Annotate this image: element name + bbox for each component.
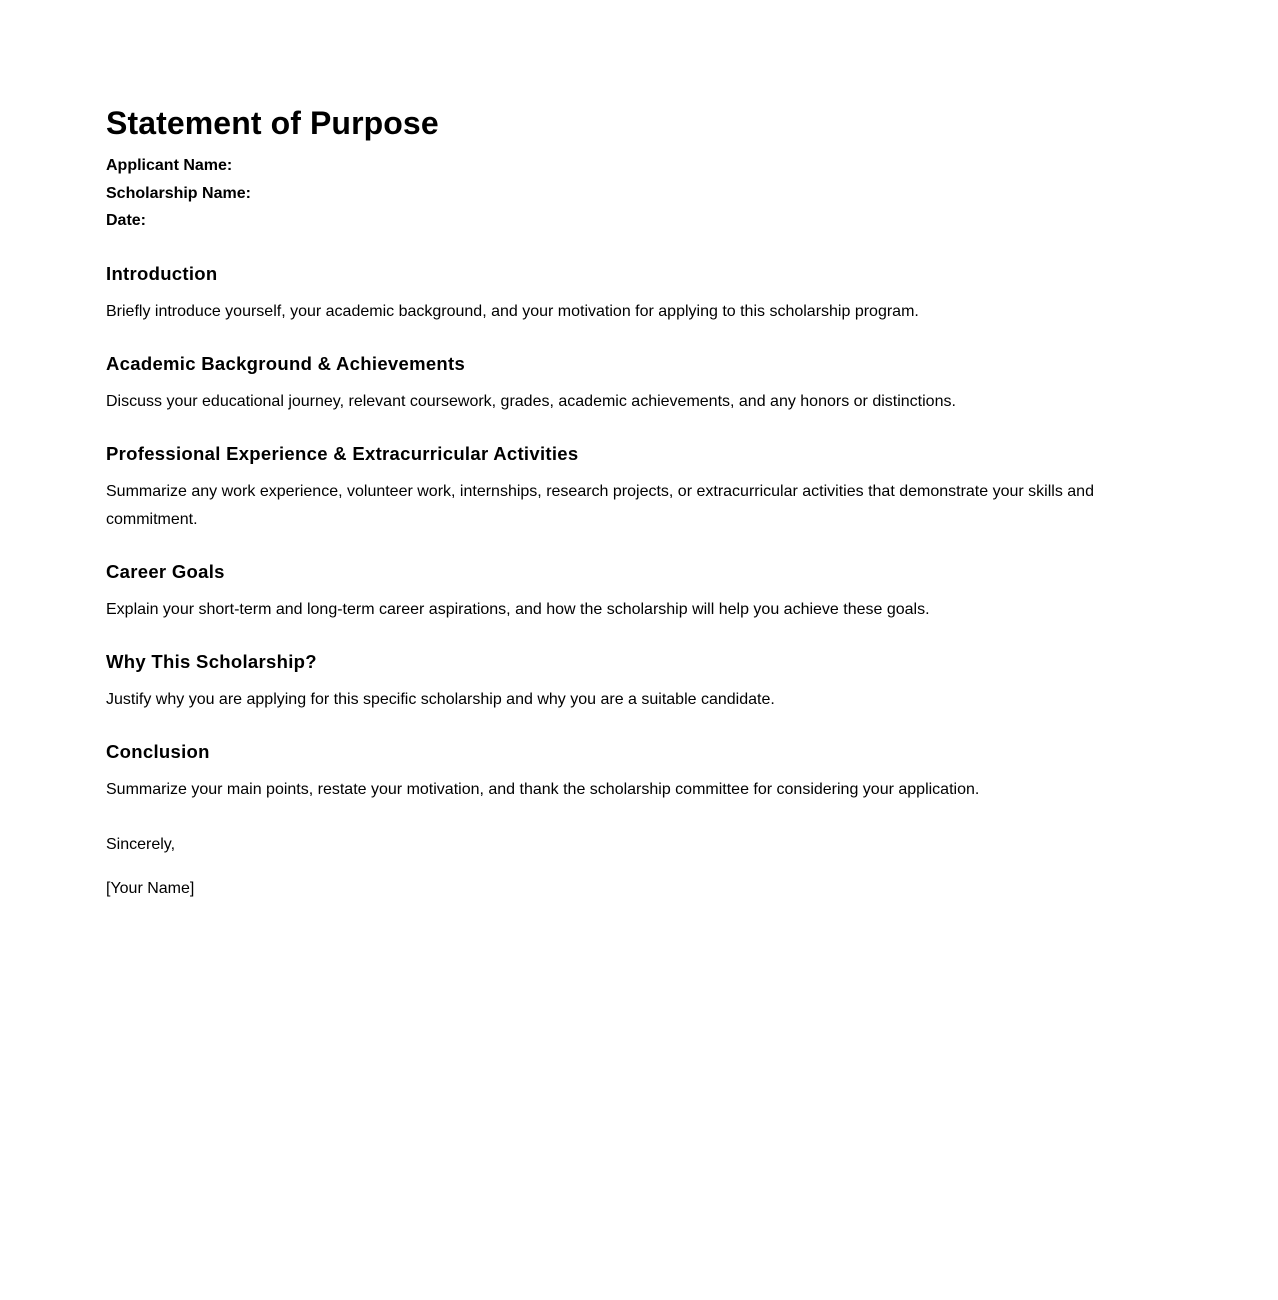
section-introduction	[106, 263, 1106, 326]
section-academic-background	[106, 353, 1106, 416]
signoff-text: Sincerely,	[106, 835, 176, 853]
scholarship-name-label: Scholarship Name:	[106, 184, 251, 202]
section-body: Briefly introduce yourself, your academic background, and your motivation for applying to this scholarship program.	[106, 302, 919, 320]
section-heading: Conclusion	[106, 740, 210, 762]
page-title: Statement of Purpose	[106, 105, 439, 141]
section-heading: Academic Background & Achievements	[106, 352, 466, 374]
date-label: Date:	[106, 212, 147, 229]
section-heading: Why This Scholarship?	[106, 650, 317, 672]
applicant-name-label: Applicant Name:	[106, 157, 233, 174]
section-career-goals	[106, 561, 1106, 624]
section-professional-experience	[106, 443, 1106, 534]
section-conclusion	[106, 741, 1106, 804]
applicant-info	[106, 152, 1106, 235]
section-heading: Professional Experience & Extracurricular Activities	[106, 442, 579, 464]
section-body: Summarize any work experience, volunteer work, internships, research projects, or extracurricular activities that demonstrate your skills and commitment.	[106, 482, 1094, 528]
section-heading: Introduction	[106, 262, 218, 284]
section-body: Discuss your educational journey, relevant coursework, grades, academic achievements, and any honors or distinctions.	[106, 392, 956, 410]
signature-placeholder: [Your Name]	[106, 879, 195, 897]
section-body: Summarize your main points, restate your motivation, and thank the scholarship committee for considering your application.	[106, 780, 980, 798]
section-body: Explain your short-term and long-term career aspirations, and how the scholarship will help you achieve these goals.	[106, 600, 930, 618]
section-heading: Career Goals	[106, 560, 225, 582]
section-why-this-scholarship	[106, 651, 1106, 714]
closing-block	[106, 831, 1106, 903]
section-body: Justify why you are applying for this specific scholarship and why you are a suitable candidate.	[106, 690, 775, 708]
